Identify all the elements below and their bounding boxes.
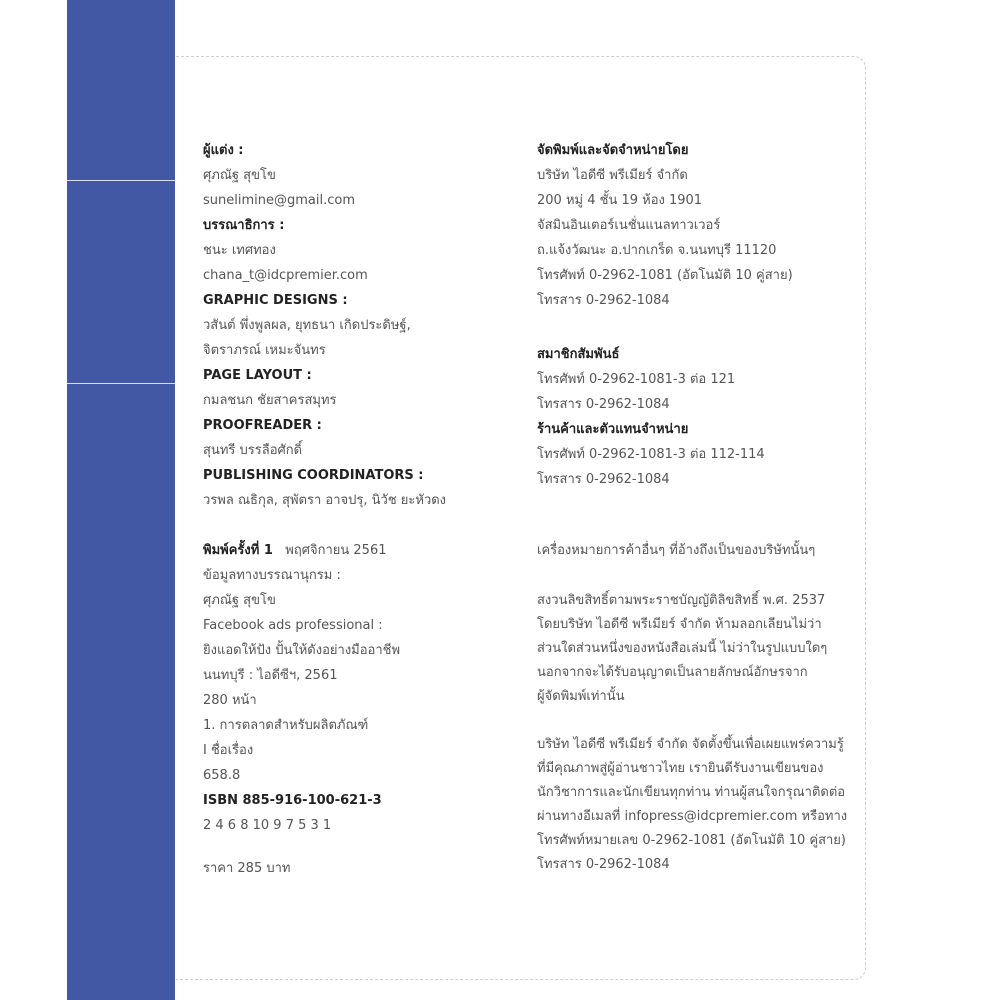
credits-line: PUBLISHING COORDINATORS :: [203, 468, 424, 483]
catalog-line: ข้อมูลทางบรรณานุกรม :: [203, 568, 341, 583]
about-line: โทรศัพท์หมายเลข 0-2962-1081 (อัตโนมัติ 10 คู่สาย): [537, 833, 846, 848]
member-line: ร้านค้าและตัวแทนจำหน่าย: [537, 422, 689, 437]
price: ราคา 285 บาท: [203, 861, 291, 876]
credits-line: วสันต์ พึ่งพูลผล, ยุทธนา เกิดประดิษฐ์,: [203, 318, 411, 333]
credits-line: GRAPHIC DESIGNS :: [203, 293, 348, 308]
right-column-about: [537, 733, 857, 877]
spine-divider: [67, 383, 175, 384]
right-column-copyright: [537, 589, 857, 709]
credits-line: ชนะ เทศทอง: [203, 243, 276, 258]
copyright-block: [537, 589, 857, 709]
credits-line: บรรณาธิการ :: [203, 218, 285, 233]
member-line: สมาชิกสัมพันธ์: [537, 347, 620, 362]
catalog-line: ยิงแอดให้ปัง ปั้นให้ดังอย่างมืออาชีพ: [203, 643, 401, 658]
about-line: ที่มีคุณภาพสู่ผู้อ่านชาวไทย เรายินดีรับงานเขียนของ: [537, 761, 824, 776]
publisher-line: จัดพิมพ์และจัดจำหน่ายโดย: [537, 143, 689, 158]
credits-line: sunelimine@gmail.com: [203, 193, 355, 208]
about-block: [537, 733, 857, 877]
credits-line: ผู้แต่ง :: [203, 143, 244, 158]
about-line: บริษัท ไอดีซี พรีเมียร์ จำกัด จัดตั้งขึ้นเพื่อเผยแพร่ความรู้: [537, 737, 844, 752]
member-line: โทรสาร 0-2962-1084: [537, 397, 670, 412]
member-block: [537, 342, 857, 492]
copyright-line: ผู้จัดพิมพ์เท่านั้น: [537, 689, 625, 704]
publisher-line: 200 หมู่ 4 ชั้น 19 ห้อง 1901: [537, 193, 703, 208]
copyright-line: โดยบริษัท ไอดีซี พรีเมียร์ จำกัด ห้ามลอกเลียนไม่ว่า: [537, 617, 822, 632]
catalog-line: I ชื่อเรื่อง: [203, 743, 254, 758]
catalog-line: 280 หน้า: [203, 693, 257, 708]
catalog-line: Facebook ads professional :: [203, 618, 383, 633]
about-line: นักวิชาการและนักเขียนทุกท่าน ท่านผู้สนใจกรุณาติดต่อ: [537, 785, 846, 800]
credits-line: chana_t@idcpremier.com: [203, 268, 368, 283]
about-line: ผ่านทางอีเมลที่ infopress@idcpremier.com หรือทาง: [537, 809, 848, 824]
credits-line: PAGE LAYOUT :: [203, 368, 312, 383]
copyright-line: ส่วนใดส่วนหนึ่งของหนังสือเล่มนี้ ไม่ว่าในรูปแบบใดๆ: [537, 641, 828, 656]
catalog-block: [203, 563, 513, 838]
credits-line: ศุภณัฐ สุขโข: [203, 168, 276, 183]
publisher-line: บริษัท ไอดีซี พรีเมียร์ จำกัด: [537, 168, 688, 183]
right-column-member: [537, 342, 857, 492]
catalog-line: 2 4 6 8 10 9 7 5 3 1: [203, 818, 332, 833]
publisher-line: ถ.แจ้งวัฒนะ อ.ปากเกร็ด จ.นนทบุรี 11120: [537, 243, 777, 258]
publisher-line: โทรศัพท์ 0-2962-1081 (อัตโนมัติ 10 คู่สาย): [537, 268, 793, 283]
publisher-line: โทรสาร 0-2962-1084: [537, 293, 670, 308]
copyright-line: สงวนลิขสิทธิ์ตามพระราชบัญญัติลิขสิทธิ์ พ.ศ. 2537: [537, 593, 826, 608]
left-column: [203, 138, 513, 513]
catalog-line: นนทบุรี : ไอดีซีฯ, 2561: [203, 668, 338, 683]
spine-divider: [67, 180, 175, 181]
print-edition: [203, 538, 513, 563]
blue-spine-band: [67, 0, 175, 1000]
credits-line: จิตราภรณ์ เหมะจันทร: [203, 343, 326, 358]
catalog-line: 658.8: [203, 768, 241, 783]
credits-line: PROOFREADER :: [203, 418, 322, 433]
right-column: [537, 138, 857, 313]
member-line: โทรสาร 0-2962-1084: [537, 472, 670, 487]
publisher-line: จัสมินอินเตอร์เนชั่นแนลทาวเวอร์: [537, 218, 721, 233]
credits-line: กมลชนก ชัยสาครสมุทร: [203, 393, 337, 408]
about-line: โทรสาร 0-2962-1084: [537, 857, 670, 872]
credits-block: [203, 138, 513, 513]
catalog-line: 1. การตลาดสำหรับผลิตภัณฑ์: [203, 718, 369, 733]
credits-line: สุนทรี บรรลือศักดิ์: [203, 443, 303, 458]
right-column-trademark: [537, 538, 857, 563]
print-edition-date: พฤศจิกายน 2561: [285, 543, 387, 558]
left-column-lower: [203, 538, 513, 881]
publisher-block: [537, 138, 857, 313]
catalog-line: ISBN 885-916-100-621-3: [203, 793, 382, 808]
catalog-line: ศุภณัฐ สุขโข: [203, 593, 276, 608]
trademark-note: เครื่องหมายการค้าอื่นๆ ที่อ้างถึงเป็นของบริษัทนั้นๆ: [537, 543, 816, 558]
credits-line: วรพล ณธิกุล, สุพัตรา อาจปรุ, นิวัช ยะหัวดง: [203, 493, 447, 508]
member-line: โทรศัพท์ 0-2962-1081-3 ต่อ 121: [537, 372, 736, 387]
member-line: โทรศัพท์ 0-2962-1081-3 ต่อ 112-114: [537, 447, 765, 462]
copyright-line: นอกจากจะได้รับอนุญาตเป็นลายลักษณ์อักษรจาก: [537, 665, 808, 680]
print-edition-label: พิมพ์ครั้งที่ 1: [203, 543, 273, 558]
